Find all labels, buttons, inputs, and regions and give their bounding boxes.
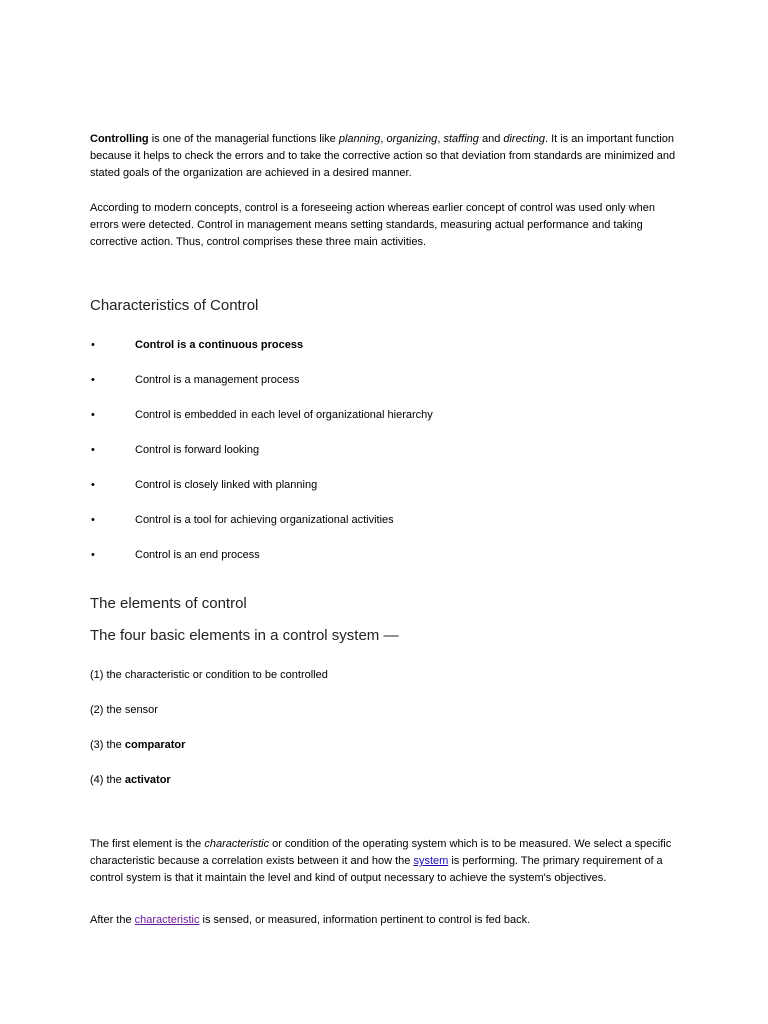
text-run: The first element is the — [90, 838, 205, 850]
list-item-text: Control is a tool for achieving organizational activities — [135, 514, 394, 526]
text-run: , — [380, 133, 387, 145]
system-link[interactable]: system — [413, 855, 449, 867]
list-item — [0, 409, 700, 426]
comparator-term: comparator — [124, 739, 186, 751]
list-item-text: Control is a continuous process — [135, 339, 304, 351]
intro-paragraph-2: According to modern concepts, control is a foreseeing action whereas earlier concept of control was used only when errors were detected. Control in management means setting standards, measuring actual performance and taking corrective action. Thus, control comprises these three main activities. — [90, 202, 655, 248]
text-run: or condition of the operating system which is to be measured. We select a specific characteristic because a correlation exists between it and how the — [90, 838, 672, 867]
list-item-text: Control is embedded in each level of organizational hierarchy — [135, 409, 433, 421]
element-1: (1) the characteristic or condition to be controlled — [90, 669, 328, 681]
text-run: is sensed, or measured, information pertinent to control is fed back. — [199, 914, 531, 926]
activator-term: activator — [124, 774, 171, 786]
list-item — [0, 339, 700, 356]
elements-subheading: The four basic elements in a control system — — [90, 627, 399, 644]
list-item — [0, 444, 700, 461]
planning-term: planning — [338, 133, 381, 145]
intro-paragraph-1 — [90, 131, 680, 182]
bullet-icon: • — [91, 514, 95, 526]
bullet-icon: • — [91, 549, 95, 561]
body-paragraph-2 — [90, 912, 680, 929]
text-run: . It is an important function because it helps to check the errors and to take the corrective action so that deviation from standards are minimized and stated goals of the organization are achieved in a desired manner. — [90, 133, 676, 179]
staffing-term: staffing — [443, 133, 479, 145]
characteristic-link[interactable]: characteristic — [134, 914, 200, 926]
bullet-icon: • — [91, 374, 95, 386]
text-run: (3) the — [90, 739, 125, 751]
bullet-icon: • — [91, 339, 95, 351]
text-run: is performing. The primary requirement of a control system is that it maintain the level and kind of output necessary to achieve the system's objectives. — [90, 855, 663, 884]
directing-term: directing — [503, 133, 545, 145]
list-item — [0, 374, 700, 391]
element-2: (2) the sensor — [90, 704, 158, 716]
text-run: and — [478, 133, 504, 145]
controlling-term: Controlling — [90, 133, 149, 145]
list-item-text: Control is an end process — [135, 549, 260, 561]
list-item — [0, 549, 700, 566]
list-item — [0, 479, 700, 496]
list-item-text: Control is closely linked with planning — [135, 479, 318, 491]
text-run: After the — [90, 914, 135, 926]
list-item-text: Control is forward looking — [135, 444, 260, 456]
text-run: is one of the managerial functions like — [148, 133, 339, 145]
organizing-term: organizing — [386, 133, 438, 145]
text-run: , — [437, 133, 444, 145]
characteristics-heading: Characteristics of Control — [90, 297, 259, 314]
bullet-icon: • — [91, 444, 95, 456]
characteristic-term: characteristic — [204, 838, 270, 850]
element-3 — [90, 739, 185, 751]
body-paragraph-1 — [90, 836, 680, 887]
list-item — [0, 514, 700, 531]
elements-heading: The elements of control — [90, 595, 247, 612]
bullet-icon: • — [91, 409, 95, 421]
bullet-icon: • — [91, 479, 95, 491]
text-run: (4) the — [90, 774, 125, 786]
list-item-text: Control is a management process — [135, 374, 300, 386]
element-4 — [90, 774, 171, 786]
